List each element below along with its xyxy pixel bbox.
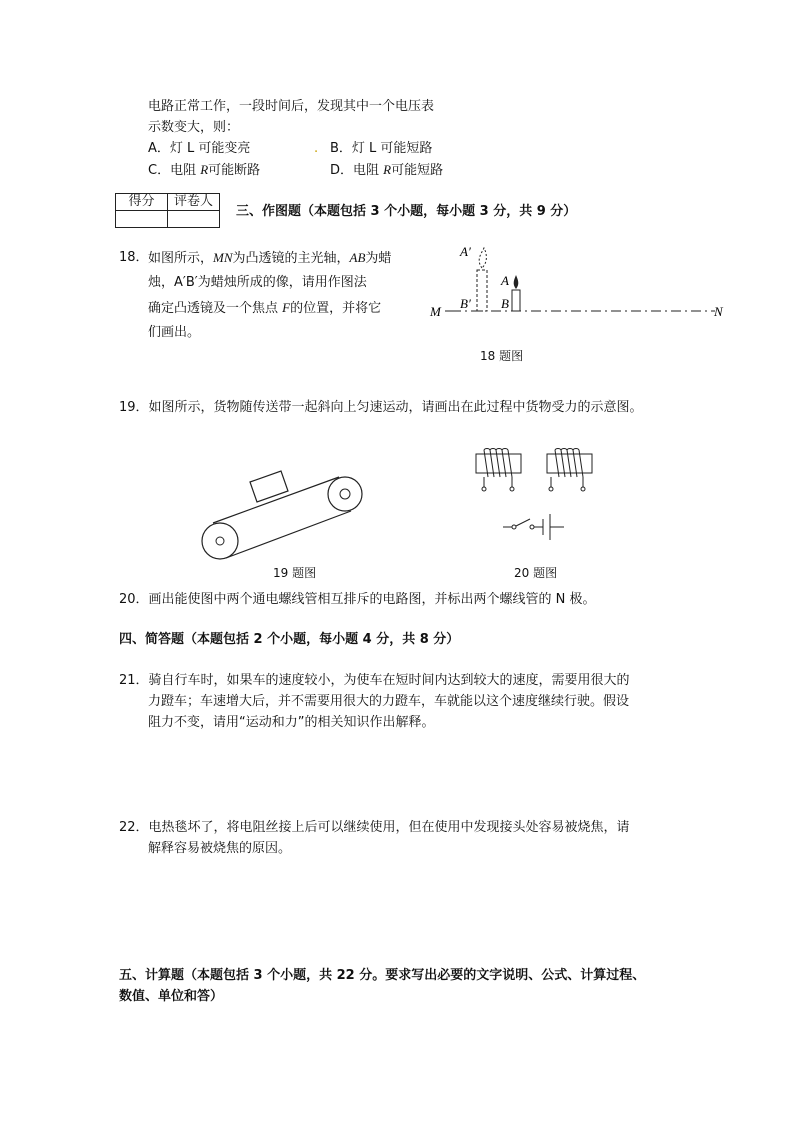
section5-line1: 五、计算题（本题包括 3 个小题，共 22 分。要求写出必要的文字说明、公式、计算过程、	[119, 968, 646, 983]
q17-option-d: D．电阻 R可能短路	[330, 162, 444, 178]
q21-line2: 力蹬车；车速增大后，并不需要用很大的力蹬车，车就能以这个速度继续行驶。假设	[148, 694, 630, 709]
upper-pulley	[328, 477, 362, 511]
object-candle	[512, 290, 520, 311]
score-cell[interactable]	[116, 211, 168, 228]
q17-line2: 示数变大，则：	[148, 120, 240, 135]
section3-heading: 三、作图题（本题包括 3 个小题，每小题 3 分，共 9 分）	[236, 204, 577, 219]
score-label: 得分	[116, 194, 168, 211]
label-b-prime: B′	[460, 296, 471, 311]
label-m: M	[430, 304, 441, 319]
label-n: N	[714, 304, 723, 319]
q20-figure	[470, 445, 600, 545]
q19-text: 19．如图所示，货物随传送带一起斜向上匀速运动，请画出在此过程中货物受力的示意图。	[119, 400, 643, 415]
grader-cell[interactable]	[168, 211, 220, 228]
q18-number: 18．	[119, 250, 149, 265]
label-a: A	[501, 273, 509, 288]
belt-bottom	[226, 511, 351, 558]
q17-dot-mark: .	[314, 141, 319, 156]
q21-line1: 21．骑自行车时，如果车的速度较小，为使车在短时间内达到较大的速度，需要用很大的	[119, 673, 630, 688]
q18-figure	[425, 240, 735, 330]
switch-battery	[503, 514, 564, 540]
q20-figure-caption: 20 题图	[514, 566, 558, 580]
grader-label: 评卷人	[168, 194, 220, 211]
lower-axle	[216, 537, 224, 545]
q20-text: 20．画出能使图中两个通电螺线管相互排斥的电路图，并标出两个螺线管的 N 极。	[119, 592, 596, 607]
section5-line2: 数值、单位和答）	[119, 989, 224, 1004]
left-solenoid	[476, 449, 521, 492]
section4-heading: 四、简答题（本题包括 2 个小题，每小题 4 分，共 8 分）	[119, 632, 460, 647]
q17-option-a: A．灯 L 可能变亮	[148, 141, 251, 156]
label-b: B	[501, 296, 509, 311]
q21-line3: 阻力不变，请用“运动和力”的相关知识作出解释。	[148, 715, 435, 730]
q19-figure	[195, 470, 370, 562]
q17-option-c: C．电阻 R可能断路	[148, 162, 261, 178]
upper-axle	[340, 489, 350, 499]
q18-figure-caption: 18 题图	[480, 349, 524, 363]
q18-line3: 确定凸透镜及一个焦点 F的位置，并将它	[148, 300, 382, 316]
image-candle	[477, 270, 487, 311]
q18-line4: 们画出。	[148, 325, 201, 340]
image-flame	[479, 248, 486, 268]
right-solenoid	[547, 449, 592, 492]
q18-line2: 烛，A′B′为蜡烛所成的像，请用作图法	[148, 275, 367, 290]
label-a-prime: A′	[460, 244, 471, 259]
score-box	[115, 193, 220, 228]
q22-line2: 解释容易被烧焦的原因。	[148, 841, 292, 856]
q17-line1: 电路正常工作，一段时间后，发现其中一个电压表	[148, 99, 435, 114]
q17-option-b: B．灯 L 可能短路	[330, 141, 433, 156]
q22-line1: 22．电热毯坏了，将电阻丝接上后可以继续使用，但在使用中发现接头处容易被烧焦，请	[119, 820, 630, 835]
q18-line1: 如图所示，MN为凸透镜的主光轴，AB为蜡	[148, 250, 392, 266]
object-flame	[514, 275, 519, 289]
lower-pulley	[202, 523, 238, 559]
q19-figure-caption: 19 题图	[273, 566, 317, 580]
